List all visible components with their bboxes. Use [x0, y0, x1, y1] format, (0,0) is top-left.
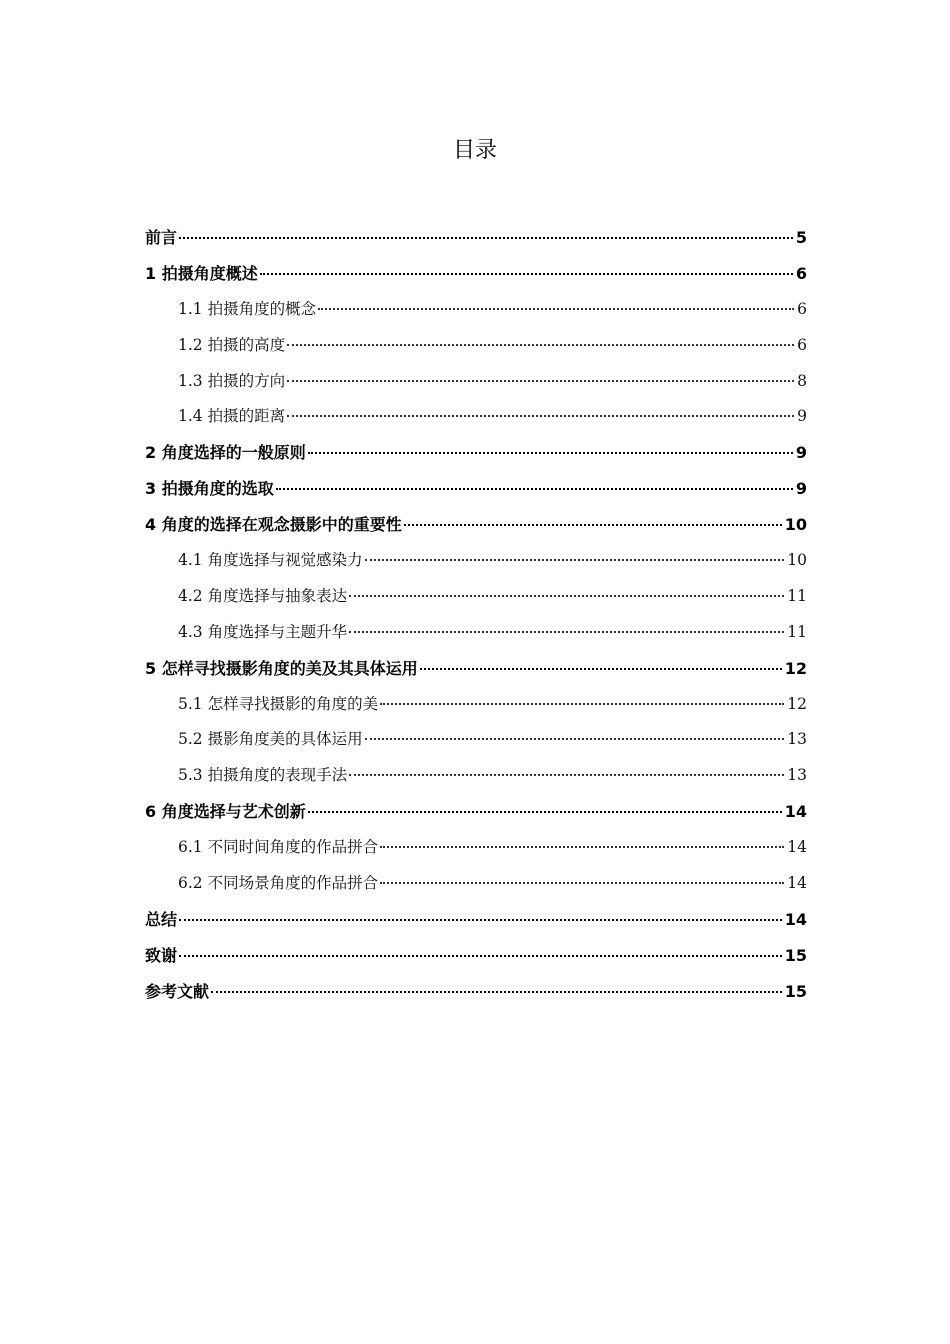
toc-entry-label: 6 角度选择与艺术创新: [145, 802, 306, 822]
dot-leader: [365, 559, 785, 561]
toc-entry-label: 3 拍摄角度的选取: [145, 479, 274, 499]
toc-entry[interactable]: [145, 220, 807, 256]
toc-entry-label: 5 怎样寻找摄影角度的美及其具体运用: [145, 658, 418, 678]
dot-leader: [365, 738, 785, 740]
toc-entry[interactable]: [145, 651, 807, 687]
toc-entry-label: 总结: [145, 909, 178, 929]
toc-entry-page: 6: [797, 335, 807, 354]
toc-entry-page: 10: [787, 551, 807, 570]
toc-entry[interactable]: [145, 256, 807, 292]
toc-subentry[interactable]: [145, 364, 807, 400]
dot-leader: [287, 415, 794, 417]
dot-leader: [308, 811, 782, 813]
dot-leader: [404, 524, 782, 526]
toc-entry-page: 13: [787, 730, 807, 749]
toc-entry-page: 14: [787, 874, 807, 893]
toc-entry-label: 4.1 角度选择与视觉感染力: [178, 551, 363, 570]
toc-entry[interactable]: [145, 902, 807, 938]
dot-leader: [287, 344, 794, 346]
toc-subentry[interactable]: [145, 866, 807, 902]
toc-entry-page: 11: [787, 586, 807, 605]
toc-entry-label: 5.2 摄影角度美的具体运用: [178, 730, 363, 749]
toc-entry-label: 前言: [145, 228, 178, 247]
dot-leader: [179, 955, 782, 957]
dot-leader: [380, 703, 784, 705]
toc-entry-page: 12: [787, 694, 807, 713]
toc-entry[interactable]: [145, 435, 807, 471]
toc-entry-label: 1.2 拍摄的高度: [178, 335, 286, 354]
toc-entry-label: 4.2 角度选择与抽象表达: [178, 586, 348, 605]
toc-subentry[interactable]: [145, 292, 807, 328]
table-of-contents: [145, 220, 807, 1010]
toc-entry-label: 2 角度选择的一般原则: [145, 443, 306, 463]
dot-leader: [380, 846, 784, 848]
toc-entry-page: 15: [784, 981, 807, 1001]
toc-entry-label: 参考文献: [145, 981, 210, 1001]
toc-entry-page: 10: [784, 515, 807, 535]
dot-leader: [349, 595, 784, 597]
toc-entry-label: 6.1 不同时间角度的作品拼合: [178, 838, 379, 857]
toc-entry-label: 1.3 拍摄的方向: [178, 371, 286, 390]
dot-leader: [420, 668, 782, 670]
toc-subentry[interactable]: [145, 399, 807, 435]
dot-leader: [211, 991, 782, 993]
dot-leader: [349, 631, 784, 633]
toc-entry-label: 5.3 拍摄角度的表现手法: [178, 766, 348, 785]
page-title: 目录: [452, 138, 497, 163]
toc-entry[interactable]: [145, 938, 807, 974]
toc-entry-label: 1 拍摄角度概述: [145, 263, 258, 283]
dot-leader: [308, 452, 793, 454]
toc-entry-page: 6: [797, 299, 807, 318]
dot-leader: [260, 273, 793, 275]
toc-subentry[interactable]: [145, 615, 807, 651]
toc-entry[interactable]: [145, 507, 807, 543]
dot-leader: [318, 308, 794, 310]
toc-entry-page: 11: [787, 622, 807, 641]
dot-leader: [287, 380, 794, 382]
toc-entry-label: 1.1 拍摄角度的概念: [178, 299, 317, 318]
toc-entry-page: 9: [795, 479, 807, 499]
dot-leader: [179, 919, 782, 921]
toc-entry-label: 5.1 怎样寻找摄影的角度的美: [178, 694, 379, 713]
toc-entry-page: 8: [797, 371, 807, 390]
toc-subentry[interactable]: [145, 758, 807, 794]
dot-leader: [179, 237, 793, 239]
toc-entry-label: 4.3 角度选择与主题升华: [178, 622, 348, 641]
toc-subentry[interactable]: [145, 579, 807, 615]
dot-leader: [276, 488, 793, 490]
toc-subentry[interactable]: [145, 722, 807, 758]
toc-subentry[interactable]: [145, 328, 807, 364]
toc-entry-label: 6.2 不同场景角度的作品拼合: [178, 874, 379, 893]
toc-entry-page: 15: [784, 945, 807, 965]
toc-subentry[interactable]: [145, 687, 807, 723]
toc-subentry[interactable]: [145, 543, 807, 579]
toc-entry-page: 5: [795, 228, 807, 247]
toc-entry-page: 14: [784, 802, 807, 822]
toc-entry-page: 13: [787, 766, 807, 785]
toc-entry-page: 9: [795, 443, 807, 463]
toc-entry-page: 14: [784, 909, 807, 929]
toc-entry-page: 12: [784, 658, 807, 678]
dot-leader: [349, 774, 784, 776]
toc-entry-label: 1.4 拍摄的距离: [178, 407, 286, 426]
toc-entry[interactable]: [145, 471, 807, 507]
toc-entry-page: 6: [795, 263, 807, 283]
toc-entry-label: 4 角度的选择在观念摄影中的重要性: [145, 515, 402, 535]
toc-entry-page: 14: [787, 838, 807, 857]
dot-leader: [380, 882, 784, 884]
toc-entry-page: 9: [797, 407, 807, 426]
toc-entry-label: 致谢: [145, 945, 178, 965]
toc-subentry[interactable]: [145, 830, 807, 866]
toc-entry[interactable]: [145, 794, 807, 830]
toc-entry[interactable]: [145, 974, 807, 1010]
